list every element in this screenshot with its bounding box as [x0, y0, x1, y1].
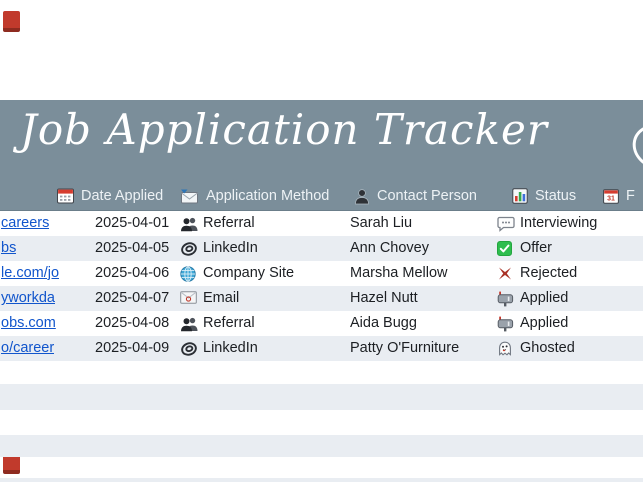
- speech-bubble-icon: [497, 216, 515, 233]
- mailbox-icon: [497, 316, 514, 333]
- status-cell[interactable]: Offer: [520, 240, 552, 256]
- people-icon: [180, 316, 199, 333]
- column-header-label: Status: [535, 188, 577, 204]
- application-method-cell[interactable]: Email: [203, 290, 240, 306]
- column-header-label: Date Applied: [81, 188, 164, 204]
- table-row: [0, 286, 643, 311]
- mailbox-icon: [497, 291, 514, 308]
- column-header-label: Contact Person: [377, 188, 477, 204]
- table-row: [0, 211, 643, 236]
- job-link[interactable]: careers: [1, 215, 50, 231]
- table-row: [0, 261, 643, 286]
- date-applied-cell[interactable]: 2025-04-07: [95, 290, 170, 306]
- people-icon: [180, 216, 199, 233]
- ghost-icon: [497, 341, 513, 358]
- column-header-application-method[interactable]: [180, 184, 329, 208]
- status-cell[interactable]: Applied: [520, 290, 569, 306]
- svg-text:31: 31: [607, 195, 615, 203]
- date-applied-cell[interactable]: 2025-04-01: [95, 215, 170, 231]
- job-link[interactable]: obs.com: [1, 315, 56, 331]
- table-row: [0, 311, 643, 336]
- paperclips-icon: [180, 341, 198, 358]
- page-title: Job Application Tracker: [20, 105, 548, 154]
- contact-person-cell[interactable]: Aida Bugg: [350, 315, 417, 331]
- table-row: [0, 236, 643, 261]
- status-cell[interactable]: Applied: [520, 315, 569, 331]
- column-header-label: Application Method: [206, 188, 330, 204]
- empty-banded-row[interactable]: [0, 435, 643, 457]
- calendar-icon: [57, 188, 74, 204]
- column-header-label: F: [626, 188, 635, 204]
- status-cell[interactable]: Ghosted: [520, 340, 575, 356]
- contact-person-cell[interactable]: Marsha Mellow: [350, 265, 448, 281]
- person-icon: [354, 188, 370, 205]
- empty-banded-row[interactable]: [0, 384, 643, 410]
- date-applied-cell[interactable]: 2025-04-06: [95, 265, 170, 281]
- script-flourish-icon: [629, 124, 643, 171]
- status-cell[interactable]: Interviewing: [520, 215, 598, 231]
- column-header-contact-person[interactable]: [354, 184, 477, 208]
- red-marker-icon: [3, 11, 20, 32]
- green-check-icon: [497, 241, 512, 258]
- contact-person-cell[interactable]: Hazel Nutt: [350, 290, 418, 306]
- job-link[interactable]: bs: [1, 240, 17, 256]
- bar-chart-icon: [512, 188, 528, 204]
- email-icon: [180, 291, 197, 308]
- column-header-date-applied[interactable]: [57, 184, 163, 208]
- globe-icon: [180, 266, 196, 283]
- status-cell[interactable]: Rejected: [520, 265, 578, 281]
- application-method-cell[interactable]: Referral: [203, 215, 255, 231]
- paperclips-icon: [180, 241, 198, 258]
- table-rows: [0, 211, 643, 361]
- contact-person-cell[interactable]: Ann Chovey: [350, 240, 429, 256]
- column-header-followup[interactable]: [603, 184, 635, 208]
- envelope-icon: [180, 189, 199, 204]
- job-link[interactable]: le.com/jo: [1, 265, 60, 281]
- application-method-cell[interactable]: Company Site: [203, 265, 295, 281]
- application-method-cell[interactable]: LinkedIn: [203, 340, 258, 356]
- date-applied-cell[interactable]: 2025-04-09: [95, 340, 170, 356]
- date-applied-cell[interactable]: 2025-04-05: [95, 240, 170, 256]
- contact-person-cell[interactable]: Sarah Liu: [350, 215, 413, 231]
- job-link[interactable]: o/career: [1, 340, 55, 356]
- table-row: [0, 336, 643, 361]
- contact-person-cell[interactable]: Patty O'Furniture: [350, 340, 460, 356]
- date-applied-cell[interactable]: 2025-04-08: [95, 315, 170, 331]
- empty-banded-row: [0, 478, 643, 482]
- application-method-cell[interactable]: LinkedIn: [203, 240, 258, 256]
- job-link[interactable]: yworkda: [1, 290, 55, 306]
- red-x-icon: [497, 266, 513, 283]
- column-header-status[interactable]: [512, 184, 576, 208]
- calendar-31-icon: [603, 189, 619, 204]
- application-method-cell[interactable]: Referral: [203, 315, 255, 331]
